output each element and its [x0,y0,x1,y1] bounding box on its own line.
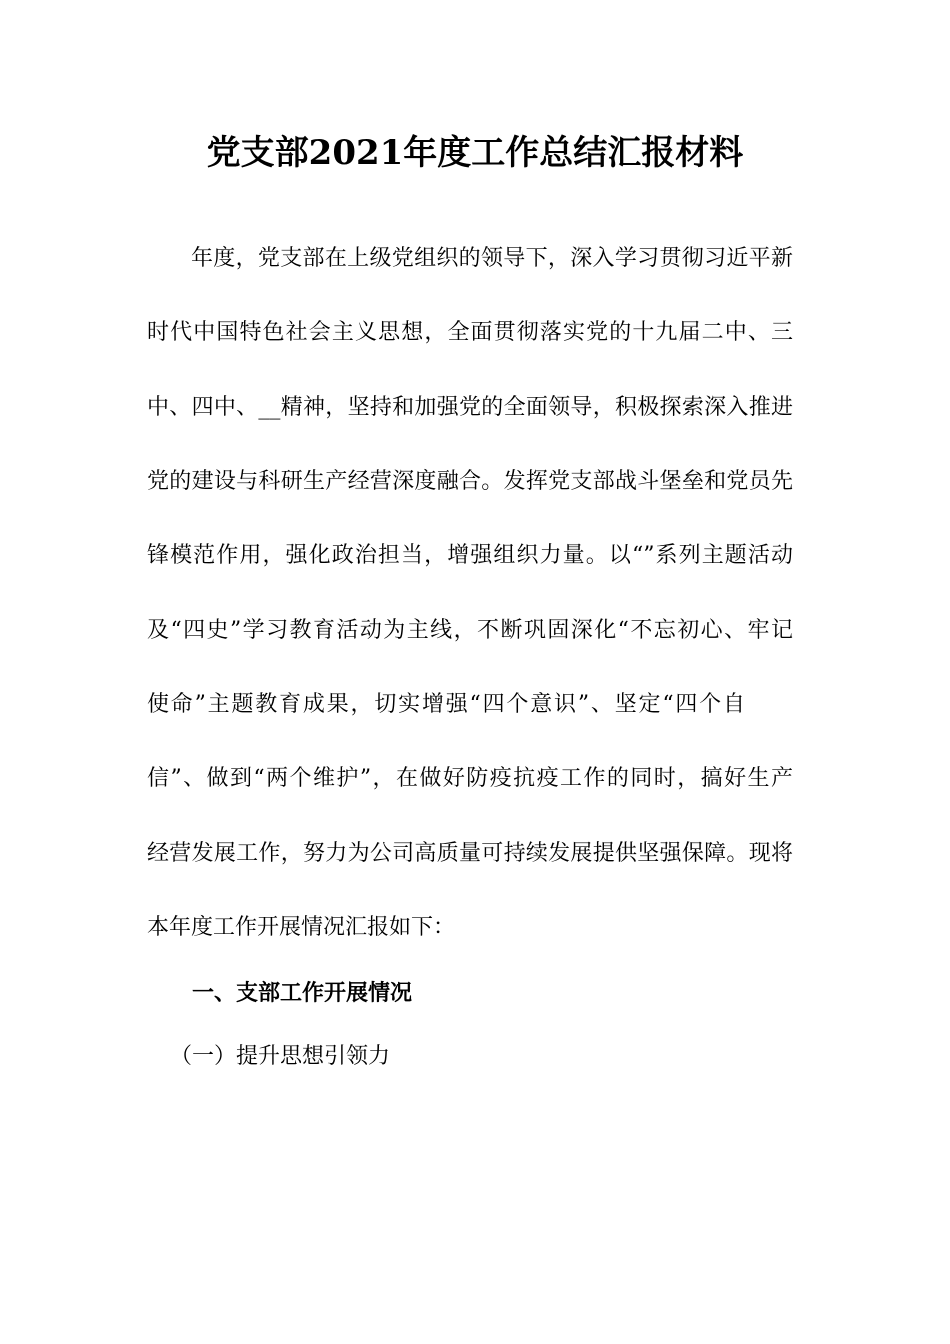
paragraph-line: 本年度工作开展情况汇报如下： [147,915,456,940]
paragraph-line: 及“四史”学习教育活动为主线，不断巩固深化“不忘初心、牢记 [147,618,793,643]
document-title: 党支部2021年度工作总结汇报材料 [206,133,744,173]
paragraph-line: 党的建设与科研生产经营深度融合。发挥党支部战斗堡垒和党员先 [147,469,793,494]
paragraph-line: 经营发展工作，努力为公司高质量可持续发展提供坚强保障。现将 [147,841,793,866]
paragraph-line: 信”、做到“两个维护”，在做好防疫抗疫工作的同时，搞好生产 [147,766,793,791]
section-heading: 一、支部工作开展情况 [192,980,413,1006]
paragraph-line: 中、四中、__精神，坚持和加强党的全面领导，积极探索深入推进 [147,395,793,420]
paragraph-line: 锋模范作用，强化政治担当，增强组织力量。以“”系列主题活动 [147,543,793,568]
paragraph-line: 年度，党支部在上级党组织的领导下，深入学习贯彻习近平新 [191,246,793,271]
paragraph-line: 时代中国特色社会主义思想，全面贯彻落实党的十九届二中、三 [147,320,793,345]
subsection-heading: （一）提升思想引领力 [170,1044,391,1069]
paragraph-line: 使命”主题教育成果，切实增强“四个意识”、坚定“四个自 [147,692,745,717]
